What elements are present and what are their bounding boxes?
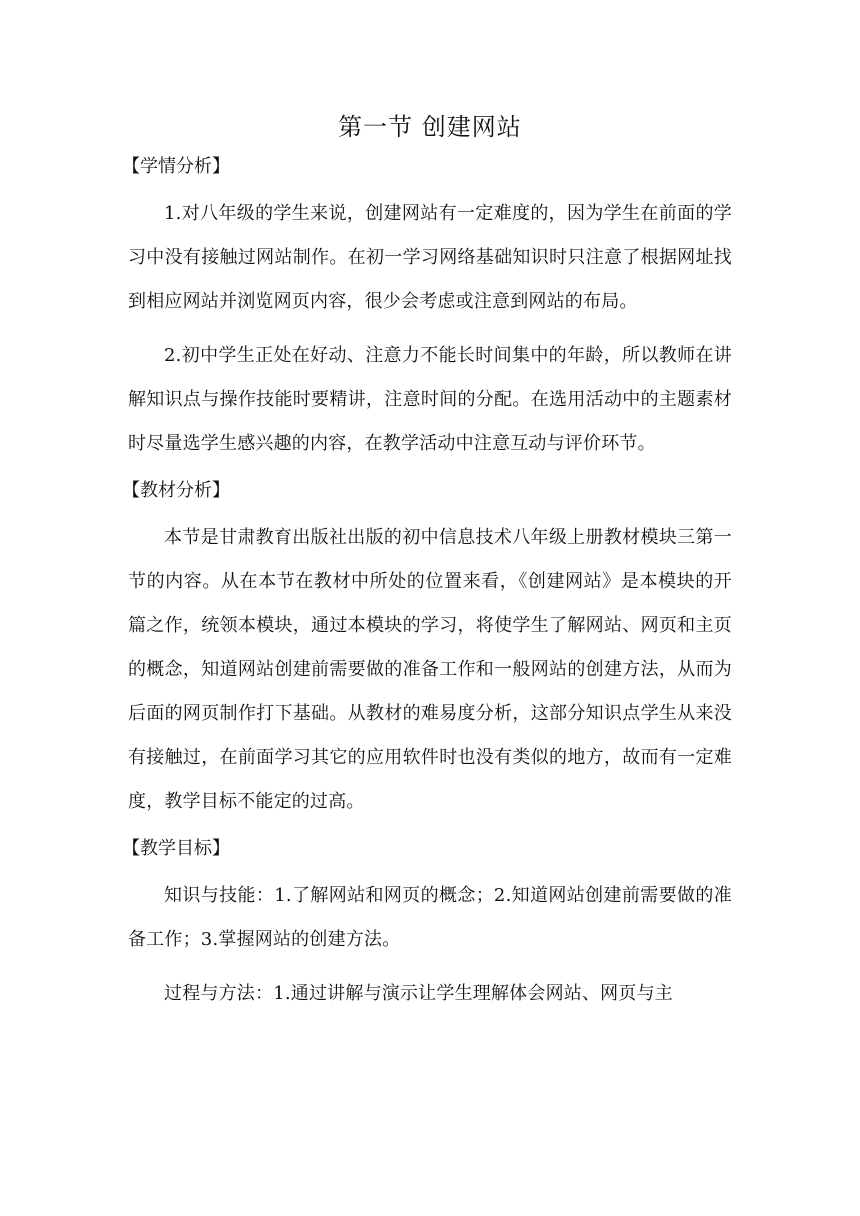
paragraph: 知识与技能：1.了解网站和网页的概念；2.知道网站创建前需要做的准备工作；3.掌握网站的创建方法。 — [128, 885, 732, 950]
section-heading: 【教学目标】 — [122, 838, 230, 859]
section-heading: 【教材分析】 — [122, 480, 230, 501]
section-heading: 【学情分析】 — [122, 156, 230, 177]
section-teaching-goals — [122, 834, 732, 1016]
paragraph: 1.对八年级的学生来说，创建网站有一定难度的，因为学生在前面的学习中没有接触过网站制作。在初一学习网络基础知识时只注意了根据网址找到相应网站并浏览网页内容，很少会考虑或注意到网站的布局。 — [128, 203, 732, 312]
paragraph: 过程与方法：1.通过讲解与演示让学生理解体会网站、网页与主 — [164, 983, 673, 1004]
document-page — [122, 108, 732, 1016]
paragraph: 2.初中学生正处在好动、注意力不能长时间集中的年龄，所以教师在讲解知识点与操作技能时要精讲，注意时间的分配。在选用活动中的主题素材时尽量选学生感兴趣的内容，在教学活动中注意互动与评价环节。 — [128, 345, 732, 454]
section-learner-analysis — [122, 152, 732, 466]
document-title: 第一节 创建网站 — [338, 113, 522, 141]
paragraph: 本节是甘肃教育出版社出版的初中信息技术八年级上册教材模块三第一节的内容。从在本节在教材中所处的位置来看，《创建网站》是本模块的开篇之作，统领本模块，通过本模块的学习，将使学生了解网站、网页和主页的概念，知道网站创建前需要做的准备工作和一般网站的创建方法，从而为后面的网页制作打下基础。从教材的难易度分析，这部分知识点学生从来没有接触过，在前面学习其它的应用软件时也没有类似的地方，故而有一定难度，教学目标不能定的过高。 — [128, 527, 732, 812]
section-textbook-analysis — [122, 476, 732, 824]
